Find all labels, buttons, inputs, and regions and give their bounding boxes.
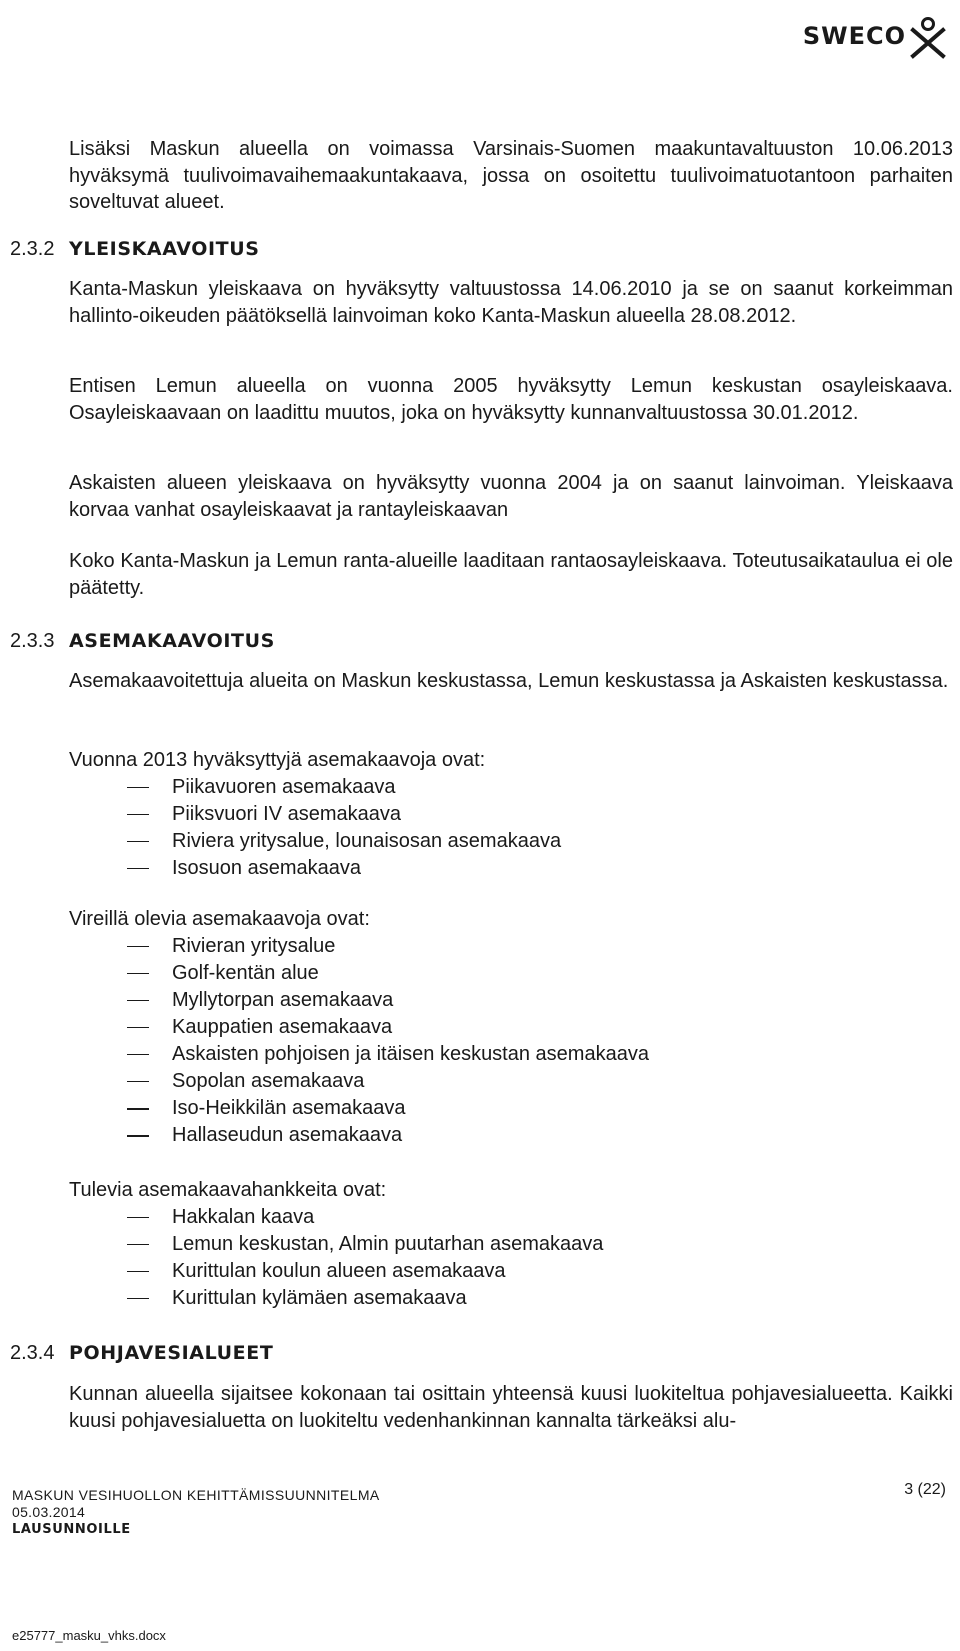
list-intro: Vuonna 2013 hyväksyttyjä asemakaavoja ovat:: [69, 749, 486, 771]
section-number: 2.3.3: [10, 630, 55, 652]
list-item: [69, 1095, 953, 1122]
footer-doc-title: MASKUN VESIHUOLLON KEHITTÄMISSUUNNITELMA: [12, 1487, 380, 1503]
dash-bullet-icon: [127, 1298, 149, 1300]
section-number: 2.3.2: [10, 238, 55, 260]
dash-bullet-icon: [127, 868, 149, 870]
dash-bullet-icon: [127, 787, 149, 789]
section-title: POHJAVESIALUEET: [69, 1342, 274, 1364]
paragraph: Kunnan alueella sijaitsee kokonaan tai osittain yhteensä kuusi luokiteltua pohjavesialueetta. Kaikki kuusi pohjavesialuetta on luokiteltu vedenhankinnan kannalta tärkeäksi alu-: [69, 1383, 953, 1432]
list-item-label: Piikavuoren asemakaava: [172, 775, 396, 798]
list-item-label: Askaisten pohjoisen ja itäisen keskustan asemakaava: [172, 1042, 649, 1065]
list-item: [69, 1204, 953, 1231]
dash-bullet-icon: [127, 814, 149, 816]
list-item-label: Lemun keskustan, Almin puutarhan asemakaava: [172, 1232, 604, 1255]
section-heading-2-3-2: [10, 236, 260, 262]
footer-status: LAUSUNNOILLE: [12, 1522, 131, 1537]
list-item: [69, 855, 953, 882]
pending-plans-list: [69, 906, 953, 1149]
intro-paragraph: Lisäksi Maskun alueella on voimassa Varsinais-Suomen maakuntavaltuuston 10.06.2013 hyväksymä tuulivoimavaihemaakuntakaava, jossa on osoitettu tuulivoimatuotantoon parhaiten soveltuvat alueet.: [69, 138, 953, 213]
section-heading-2-3-3: [10, 628, 275, 654]
paragraph: Asemakaavoitettuja alueita on Maskun keskustassa, Lemun keskustassa ja Askaisten keskustassa.: [69, 670, 949, 692]
list-item-label: Hakkalan kaava: [172, 1205, 315, 1228]
list-item-label: Kurittulan koulun alueen asemakaava: [172, 1259, 506, 1282]
section-title: YLEISKAAVOITUS: [69, 238, 260, 260]
list-item-label: Kauppatien asemakaava: [172, 1015, 393, 1038]
section-number: 2.3.4: [10, 1342, 55, 1364]
approved-plans-list: [69, 747, 953, 882]
list-item: [69, 933, 953, 960]
page-number: 3 (22): [904, 1481, 946, 1498]
list-item-label: Piiksvuori IV asemakaava: [172, 802, 401, 825]
dash-bullet-icon: [127, 1271, 149, 1273]
list-item-label: Iso-Heikkilän asemakaava: [172, 1097, 406, 1120]
list-item: [69, 1041, 953, 1068]
paragraph: Kanta-Maskun yleiskaava on hyväksytty valtuustossa 14.06.2010 ja se on saanut korkeimman hallinto-oikeuden päätöksellä lainvoiman koko Kanta-Maskun alueella 28.08.2012.: [69, 278, 953, 327]
list-item: [69, 1258, 953, 1285]
sweco-logo: [803, 16, 948, 60]
list-item-label: Golf-kentän alue: [172, 961, 319, 984]
dash-bullet-icon: [127, 1217, 149, 1219]
list-item: [69, 1122, 953, 1149]
sweco-logo-mark-icon: [908, 16, 948, 60]
list-item: [69, 1285, 953, 1312]
footer: [12, 1487, 380, 1538]
list-item-label: Rivieran yritysalue: [172, 934, 336, 957]
logo-text: SWECO: [802, 22, 906, 50]
dash-bullet-icon: [127, 1000, 149, 1002]
list-item: [69, 828, 953, 855]
dash-bullet-icon: [127, 841, 149, 843]
list-intro: Vireillä olevia asemakaavoja ovat:: [69, 908, 370, 930]
list-item-label: Kurittulan kylämäen asemakaava: [172, 1286, 467, 1309]
dash-bullet-icon: [127, 1135, 149, 1137]
list-item: [69, 801, 953, 828]
list-item-label: Sopolan asemakaava: [172, 1069, 365, 1092]
list-item: [69, 960, 953, 987]
dash-bullet-icon: [127, 1108, 149, 1110]
dash-bullet-icon: [127, 973, 149, 975]
paragraph: Entisen Lemun alueella on vuonna 2005 hyväksytty Lemun keskustan osayleiskaava. Osayleiskaavaan on laadittu muutos, joka on hyväksytty kunnanvaltuustossa 30.01.2012.: [69, 375, 953, 424]
upcoming-plans-list: [69, 1177, 953, 1312]
list-item-label: Riviera yritysalue, lounaisosan asemakaava: [172, 829, 562, 852]
dash-bullet-icon: [127, 1081, 149, 1083]
dash-bullet-icon: [127, 1027, 149, 1029]
list-item: [69, 987, 953, 1014]
dash-bullet-icon: [127, 1244, 149, 1246]
paragraph: Koko Kanta-Maskun ja Lemun ranta-alueille laaditaan rantaosayleiskaava. Toteutusaikataulua ei ole päätetty.: [69, 550, 953, 599]
list-intro: Tulevia asemakaavahankkeita ovat:: [69, 1179, 387, 1201]
footer-date: 05.03.2014: [12, 1504, 86, 1520]
section-heading-2-3-4: [10, 1340, 273, 1366]
list-item-label: Isosuon asemakaava: [172, 856, 362, 879]
paragraph: Askaisten alueen yleiskaava on hyväksytty vuonna 2004 ja on saanut lainvoiman. Yleiskaava korvaa vanhat osayleiskaavat ja rantayleiskaavan: [69, 472, 953, 521]
list-item: [69, 774, 953, 801]
list-item: [69, 1231, 953, 1258]
dash-bullet-icon: [127, 1054, 149, 1056]
dash-bullet-icon: [127, 946, 149, 948]
list-item: [69, 1068, 953, 1095]
list-item-label: Hallaseudun asemakaava: [172, 1124, 403, 1147]
list-item-label: Myllytorpan asemakaava: [172, 988, 394, 1011]
list-item: [69, 1014, 953, 1041]
footer-filename: e25777_masku_vhks.docx: [12, 1628, 166, 1643]
section-title: ASEMAKAAVOITUS: [69, 630, 275, 652]
